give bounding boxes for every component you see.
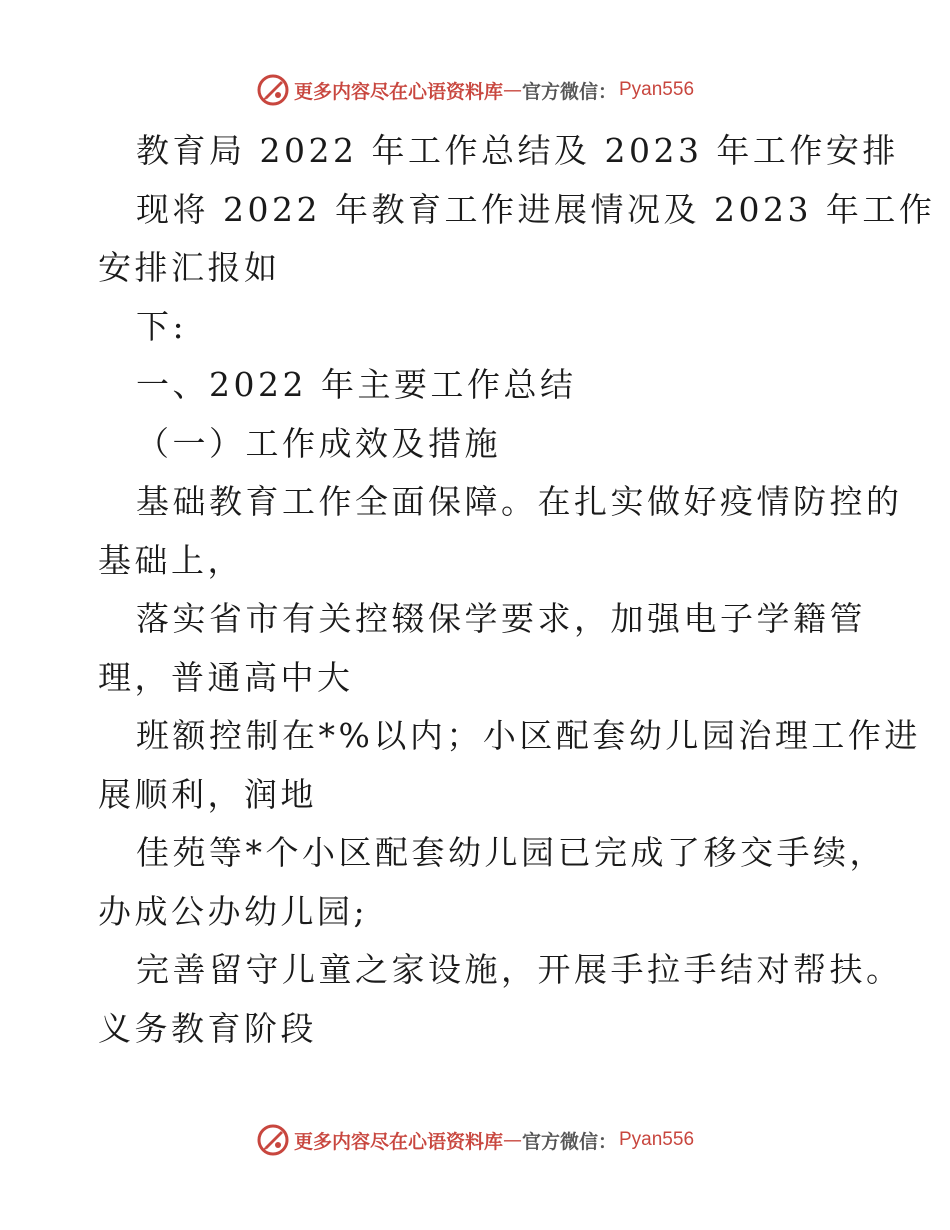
doc-title: 教育局 2022 年工作总结及 2023 年工作安排: [136, 131, 899, 170]
paragraph-line: 现将 2022 年教育工作进展情况及 2023 年工作: [136, 189, 936, 229]
paragraph-line: 基础上，: [98, 540, 244, 580]
paragraph-line: 展顺利，润地: [98, 774, 317, 814]
header-banner: [0, 70, 950, 110]
paragraph-line: 办成公办幼儿园;: [98, 891, 369, 931]
banner-wechat-id: Pyan556: [619, 1129, 695, 1150]
banner-site-text: 更多内容尽在心语资料库: [293, 80, 503, 103]
banner-wechat-label: 官方微信：: [521, 80, 617, 103]
document-body: [98, 122, 936, 1058]
paragraph-line: 下:: [136, 306, 188, 346]
paragraph-line: 完善留守儿童之家设施，开展手拉手结对帮扶。: [136, 950, 903, 989]
subsection-heading: （一）工作成效及措施: [136, 423, 501, 463]
paragraph-line: 基础教育工作全面保障。在扎实做好疫情防控的: [136, 482, 903, 521]
paragraph-line: 义务教育阶段: [98, 1008, 317, 1048]
paragraph-line: 理，普通高中大: [98, 657, 354, 697]
section-heading: 一、2022 年主要工作总结: [136, 365, 577, 404]
banner-wechat-id: Pyan556: [619, 79, 695, 100]
banner-site-text: 更多内容尽在心语资料库: [293, 1130, 503, 1153]
seal-logo-icon: [256, 73, 290, 107]
banner-separator: —: [502, 1129, 522, 1151]
paragraph-line: 佳苑等*个小区配套幼儿园已完成了移交手续，: [136, 833, 886, 872]
paragraph-line: 落实省市有关控辍保学要求，加强电子学籍管: [136, 599, 866, 638]
seal-logo-icon: [256, 1123, 290, 1157]
banner-wechat-label: 官方微信：: [521, 1130, 617, 1153]
paragraph-line: 班额控制在*%以内；小区配套幼儿园治理工作进: [136, 716, 921, 755]
paragraph-line: 安排汇报如: [98, 248, 281, 287]
banner-separator: —: [502, 79, 522, 101]
footer-banner: [0, 1120, 950, 1160]
